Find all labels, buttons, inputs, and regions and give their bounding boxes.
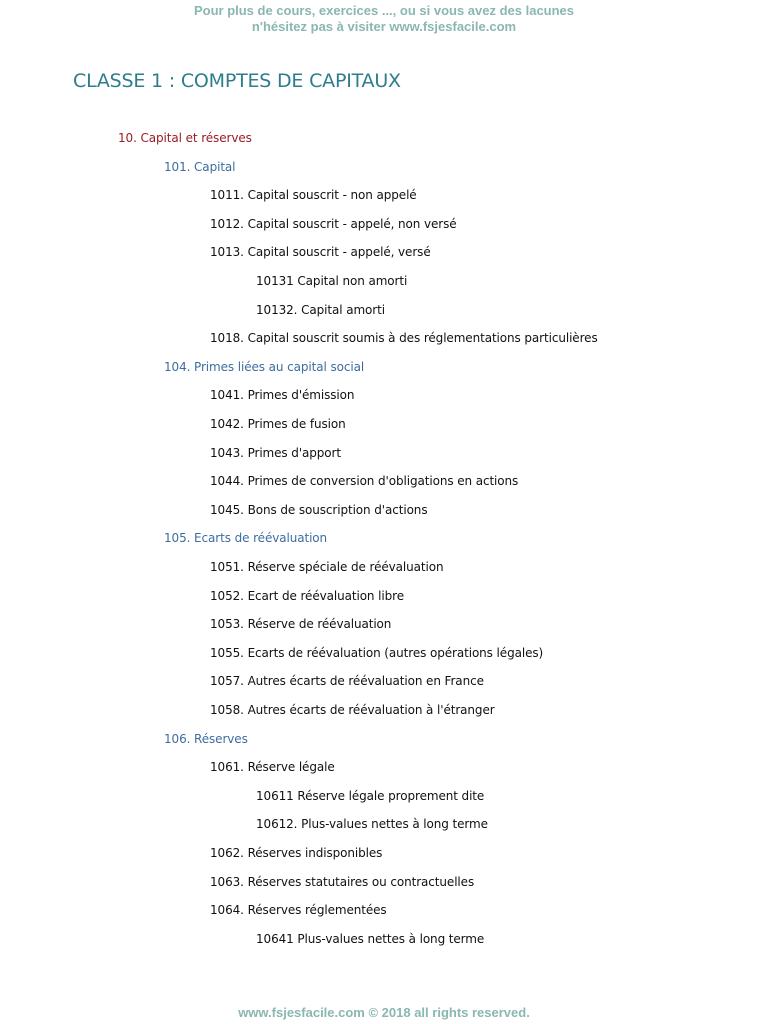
promo-banner-line-2: n'hésitez pas à visiter www.fsjesfacile.com (251, 19, 517, 34)
account-entry-level-4: 10132. Capital amorti (256, 302, 385, 317)
account-entry-level-2: 105. Ecarts de réévaluation (164, 531, 328, 546)
account-entry-level-3: 1061. Réserve légale (210, 760, 335, 775)
account-entry-level-3: 1011. Capital souscrit - non appelé (210, 188, 417, 203)
account-entry-level-3: 1058. Autres écarts de réévaluation à l'étranger (210, 703, 495, 717)
account-entry-level-3: 1013. Capital souscrit - appelé, versé (210, 245, 431, 260)
account-entry-level-3: 1012. Capital souscrit - appelé, non versé (210, 216, 457, 231)
account-entry-level-3: 1064. Réserves réglementées (210, 903, 387, 918)
account-entry-level-4: 10611 Réserve légale proprement dite (256, 788, 485, 803)
account-entry-level-4: 10641 Plus-values nettes à long terme (256, 931, 485, 946)
account-entry-level-3: 1053. Réserve de réévaluation (210, 617, 392, 632)
account-entry-level-3: 1057. Autres écarts de réévaluation en France (210, 674, 484, 689)
account-entry-level-4: 10131 Capital non amorti (256, 274, 408, 288)
promo-banner-line-1: Pour plus de cours, exercices ..., ou si vous avez des lacunes (193, 3, 575, 18)
account-entry-level-3: 1044. Primes de conversion d'obligations en actions (210, 474, 519, 489)
account-entry-level-2: 106. Réserves (164, 731, 248, 746)
account-entry-level-3: 1043. Primes d'apport (210, 445, 341, 460)
account-entry-level-3: 1052. Ecart de réévaluation libre (210, 588, 404, 603)
account-entry-level-4: 10612. Plus-values nettes à long terme (256, 817, 488, 832)
page-title: CLASSE 1 : COMPTES DE CAPITAUX (73, 70, 401, 92)
account-entry-level-3: 1045. Bons de souscription d'actions (210, 502, 428, 517)
account-entry-level-3: 1042. Primes de fusion (210, 417, 346, 431)
account-entry-level-3: 1062. Réserves indisponibles (210, 846, 383, 860)
account-entry-level-2: 101. Capital (164, 159, 236, 174)
account-entry-level-3: 1063. Réserves statutaires ou contractuelles (210, 874, 475, 889)
account-entry-level-2: 104. Primes liées au capital social (164, 359, 365, 374)
footer-copyright: www.fsjesfacile.com © 2018 all rights reserved. (238, 1005, 530, 1020)
account-entry-level-3: 1051. Réserve spéciale de réévaluation (210, 560, 444, 574)
account-entry-level-1: 10. Capital et réserves (118, 131, 252, 145)
account-entry-level-3: 1018. Capital souscrit soumis à des réglementations particulières (210, 331, 598, 346)
account-entry-level-3: 1055. Ecarts de réévaluation (autres opérations légales) (210, 645, 544, 660)
account-entry-level-3: 1041. Primes d'émission (210, 388, 355, 403)
